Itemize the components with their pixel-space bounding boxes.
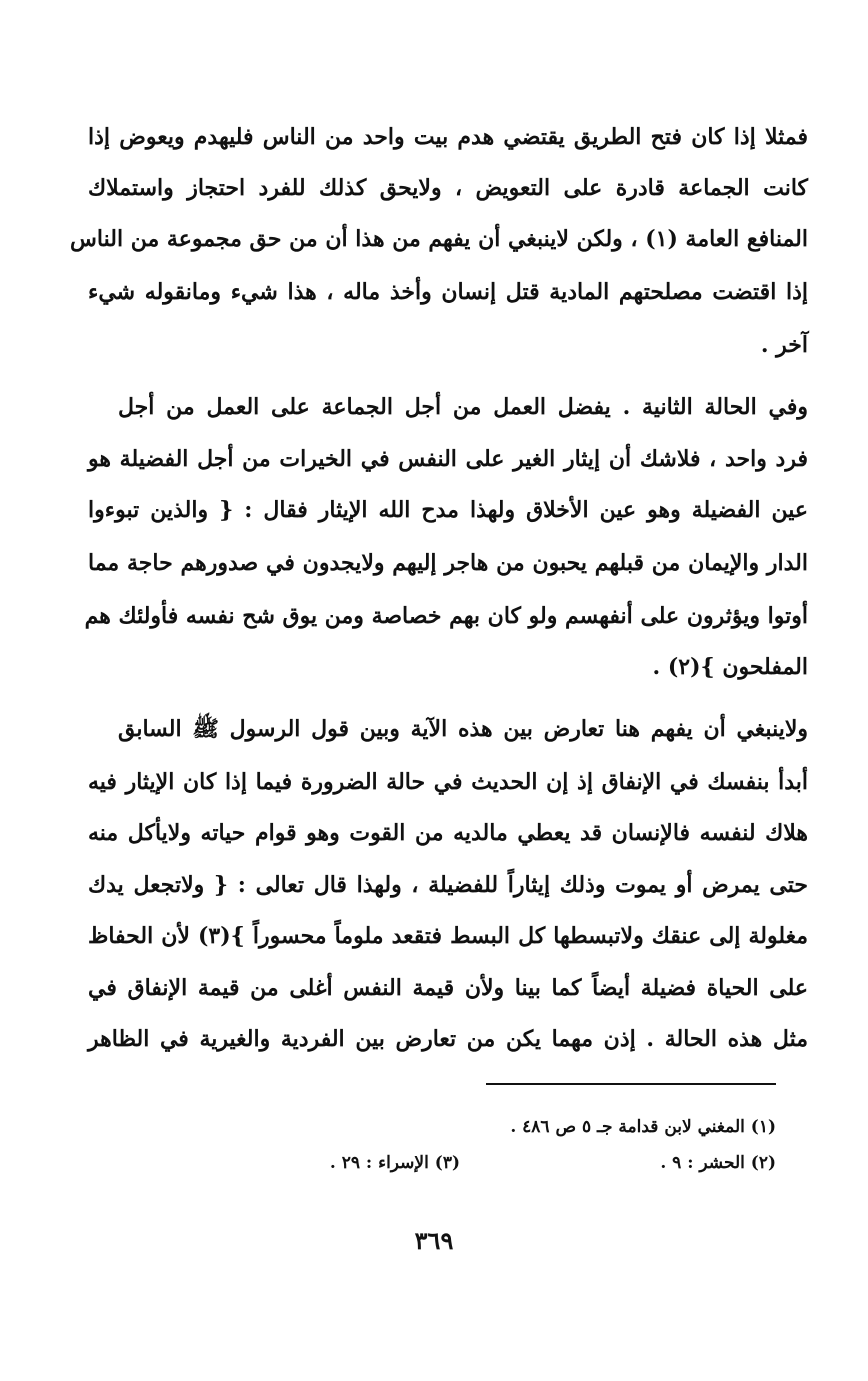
footnote-2: (٢) الحشر : ٩ . xyxy=(660,1153,776,1173)
footnote-3: (٣) الإسراء : ٢٩ . xyxy=(329,1153,460,1173)
text-line: على الحياة فضيلة أيضاً كما بينا ولأن قيمة النفس أغلى من قيمة الإنفاق في xyxy=(88,975,808,1001)
text-line: أوتوا ويؤثرون على أنفهسم ولو كان بهم خصاصة ومن يوق شح نفسه فأولئك هم xyxy=(84,603,808,629)
text-line: آخر . xyxy=(760,332,808,358)
text-line: إذا اقتضت مصلحتهم المادية قتل إنسان وأخذ ماله ، هذا شيء ومانقوله شيء xyxy=(88,279,808,305)
text-line: الدار والإيمان من قبلهم يحبون من هاجر إليهم ولايجدون في صدورهم حاجة مما xyxy=(88,550,808,576)
text-line: عين الفضيلة وهو عين الأخلاق ولهذا مدح الله الإيثار فقال : { والذين تبوءوا xyxy=(88,497,808,523)
text-line: مغلولة إلى عنقك ولاتبسطها كل البسط فتقعد ملوماً محسوراً }(٣) لأن الحفاظ xyxy=(88,923,808,949)
text-line: وفي الحالة الثانية . يفضل العمل من أجل الجماعة على العمل من أجل xyxy=(118,394,808,420)
text-line: ولاينبغي أن يفهم هنا تعارض بين هذه الآية وبين قول الرسول ﷺ السابق xyxy=(118,716,808,742)
text-line: أبدأ بنفسك في الإنفاق إذ إن الحديث في حالة الضرورة فيما إذا كان الإيثار فيه xyxy=(88,769,808,795)
text-line: المفلحون }(٢) . xyxy=(652,654,808,680)
text-line: فمثلا إذا كان فتح الطريق يقتضي هدم بيت واحد من الناس فليهدم ويعوض إذا xyxy=(88,124,808,150)
page-number: ٣٦٩ xyxy=(414,1226,454,1255)
text-line: حتى يمرض أو يموت وذلك إيثاراً للفضيلة ، ولهذا قال تعالى : { ولاتجعل يدك xyxy=(88,872,808,898)
footnote-1: (١) المغني لابن قدامة جـ ٥ ص ٤٨٦ . xyxy=(510,1117,776,1137)
text-line: هلاك لنفسه فالإنسان قد يعطي مالديه من القوت وهو قوام حياته ولايأكل منه xyxy=(88,820,808,846)
footnote-separator xyxy=(486,1083,776,1085)
text-line: مثل هذه الحالة . إذن مهما يكن من تعارض بين الفردية والغيرية في الظاهر xyxy=(88,1026,808,1052)
text-line: كانت الجماعة قادرة على التعويض ، ولايحق كذلك للفرد احتجاز واستملاك xyxy=(88,175,808,201)
text-line: المنافع العامة (١) ، ولكن لاينبغي أن يفهم من هذا أن من حق مجموعة من الناس xyxy=(70,226,808,252)
text-line: فرد واحد ، فلاشك أن إيثار الغير على النفس في الخيرات من أجل الفضيلة هو xyxy=(88,446,808,472)
